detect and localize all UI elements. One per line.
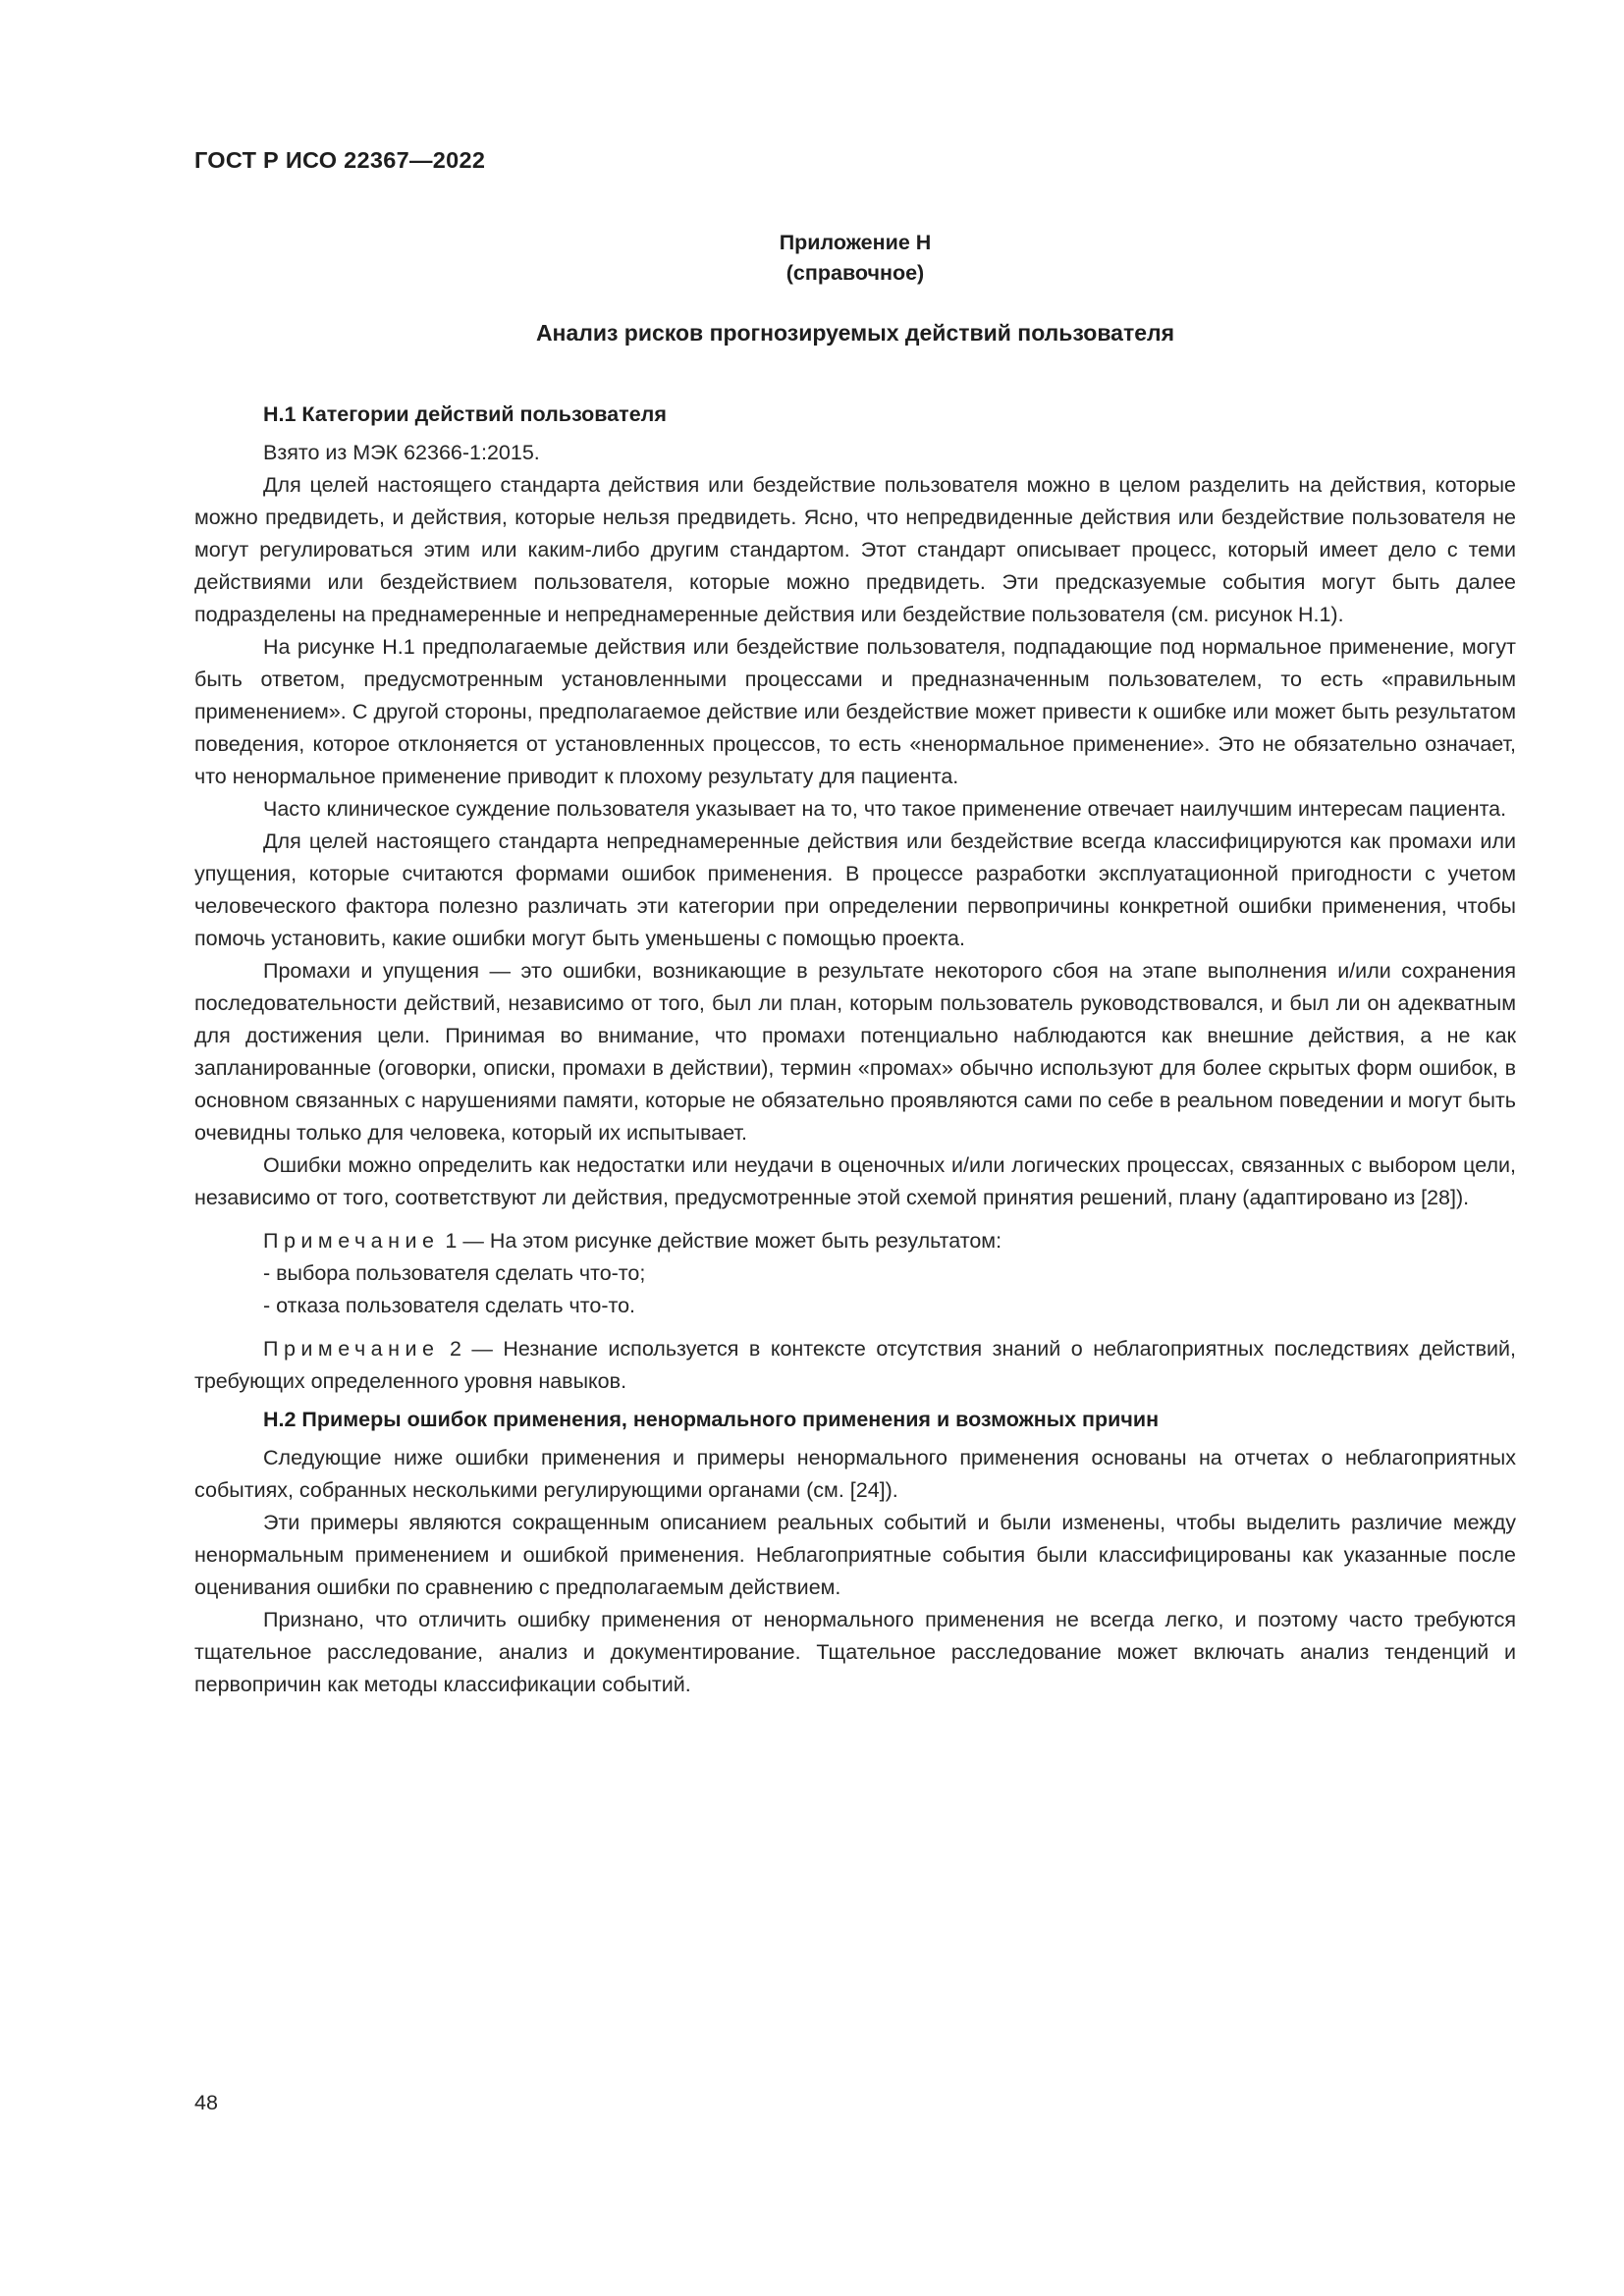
page-number: 48 bbox=[194, 2091, 218, 2114]
paragraph: Промахи и упущения — это ошибки, возникающие в результате некоторого сбоя на этапе выполнения и/или сохранения последовательности действий, независимо от того, был ли план, которым пользователь руководствовался, и был ли он адекватным для достижения цели. Принимая во внимание, что промахи потенциально наблюдаются как внешние действия, а не как запланированные (оговорки, описки, промахи в действии), термин «промах» обычно используют для более скрытых форм ошибок, в основном связанных с нарушениями памяти, которые не обязательно проявляются сами по себе в реальном поведении и могут быть очевидны только для человека, который их испытывает. bbox=[194, 959, 1516, 1145]
list-item: - выбора пользователя сделать что-то; bbox=[263, 1261, 646, 1285]
paragraph: Признано, что отличить ошибку применения от ненормального применения не всегда легко, и поэтому часто требуются тщательное расследование, анализ и документирование. Тщательное расследование может включать анализ тенденций и первопричин как методы классификации событий. bbox=[194, 1608, 1516, 1696]
paragraph: Ошибки можно определить как недостатки или неудачи в оценочных и/или логических процессах, связанных с выбором цели, независимо от того, соответствуют ли действия, предусмотренные этой схемой принятия решений, плану (адаптировано из [28]). bbox=[194, 1153, 1516, 1209]
paragraph: Часто клиническое суждение пользователя указывает на то, что такое применение отвечает наилучшим интересам пациента. bbox=[263, 797, 1507, 821]
note-text: 2 — Незнание используется в контексте отсутствия знаний о неблагоприятных последствиях действий, требующих определенного уровня навыков. bbox=[194, 1337, 1516, 1393]
appendix-type: (справочное) bbox=[785, 261, 925, 285]
section-heading-h2: Н.2 Примеры ошибок применения, ненормального применения и возможных причин bbox=[263, 1408, 1160, 1431]
paragraph: На рисунке Н.1 предполагаемые действия или бездействие пользователя, подпадающие под нормальное применение, могут быть ответом, предусмотренным установленными процессами и предназначенным пользователем, то есть «правильным применением». С другой стороны, предполагаемое действие или бездействие может привести к ошибке или может быть результатом поведения, которое отклоняется от установленных процессов, то есть «ненормальное применение». Это не обязательно означает, что ненормальное применение приводит к плохому результату для пациента. bbox=[194, 635, 1516, 788]
section-source-note: Взято из МЭК 62366-1:2015. bbox=[263, 441, 540, 464]
paragraph: Для целей настоящего стандарта действия или бездействие пользователя можно в целом разделить на действия, которые можно предвидеть, и действия, которые нельзя предвидеть. Ясно, что непредвиденные действия или бездействие пользователя не могут регулироваться этим или каким-либо другим стандартом. Этот стандарт описывает процесс, который имеет дело с теми действиями или бездействием пользователя, которые можно предвидеть. Эти предсказуемые события могут быть далее подразделены на преднамеренные и непреднамеренные действия или бездействие пользователя (см. рисунок Н.1). bbox=[194, 473, 1516, 626]
standard-code-header: ГОСТ Р ИСО 22367—2022 bbox=[194, 147, 486, 173]
paragraph: Эти примеры являются сокращенным описанием реальных событий и были изменены, чтобы выделить различие между ненормальным применением и ошибкой применения. Неблагоприятные события были классифицированы как указанные после оценивания ошибки по сравнению с предполагаемым действием. bbox=[194, 1511, 1516, 1599]
note-label: Примечание bbox=[263, 1337, 440, 1361]
note-1 bbox=[194, 1225, 1516, 1257]
paragraph: Следующие ниже ошибки применения и примеры ненормального применения основаны на отчетах о неблагоприятных событиях, собранных несколькими регулирующими органами (см. [24]). bbox=[194, 1446, 1516, 1502]
appendix-heading bbox=[194, 228, 1516, 289]
section-heading-h1: Н.1 Категории действий пользователя bbox=[263, 402, 667, 426]
document-body bbox=[194, 399, 1516, 1701]
page-title: Анализ рисков прогнозируемых действий пользователя bbox=[535, 320, 1175, 346]
note-label: Примечание bbox=[263, 1229, 440, 1253]
note-2 bbox=[194, 1333, 1516, 1398]
list-item: - отказа пользователя сделать что-то. bbox=[263, 1294, 636, 1317]
paragraph: Для целей настоящего стандарта непреднамеренные действия или бездействие всегда классифицируются как промахи или упущения, которые считаются формами ошибок применения. В процессе разработки эксплуатационной пригодности с учетом человеческого фактора полезно различать эти категории при определении первопричины конкретной ошибки применения, чтобы помочь установить, какие ошибки могут быть уменьшены с помощью проекта. bbox=[194, 829, 1516, 950]
note-text: 1 — На этом рисунке действие может быть результатом: bbox=[439, 1229, 1002, 1253]
appendix-label: Приложение Н bbox=[779, 231, 932, 254]
